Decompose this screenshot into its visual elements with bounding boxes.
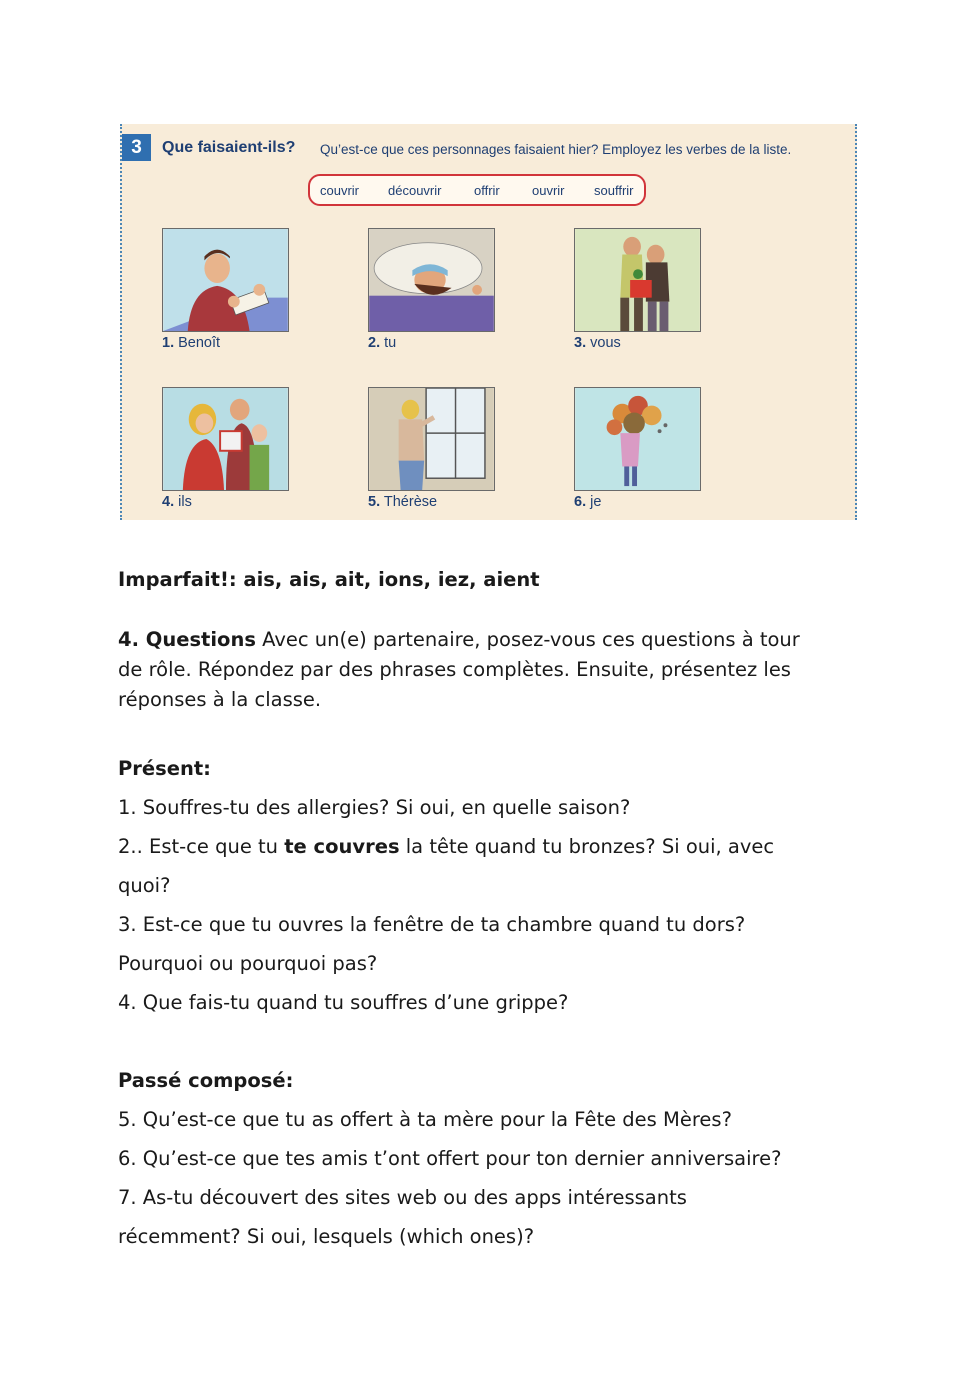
question-7-continued: récemment? Si oui, lesquels (which ones)? <box>118 1225 535 1248</box>
illustration-opening-window <box>368 387 495 491</box>
question-2-continued: quoi? <box>118 874 171 897</box>
passe-compose-heading: Passé composé: <box>118 1069 294 1092</box>
question-3-continued: Pourquoi ou pourquoi pas? <box>118 952 378 975</box>
caption-1: 1. Benoît <box>162 335 221 351</box>
question-2: 2.. Est-ce que tu te couvres la tête quand tu bronzes? Si oui, avec <box>118 835 775 858</box>
caption-3: 3. vous <box>574 335 621 351</box>
caption-4: 4. ils <box>162 494 192 510</box>
exercise-instruction: Qu’est-ce que ces personnages faisaient hier? Employez les verbes de la liste. <box>320 142 792 157</box>
illustration-gift-exchange <box>574 228 701 332</box>
verb-item: offrir <box>474 183 500 198</box>
caption-6: 6. je <box>574 494 602 510</box>
question-1: 1. Souffres-tu des allergies? Si oui, en quelle saison? <box>118 796 631 819</box>
questions-intro-line-1: 4. Questions Avec un(e) partenaire, posez-vous ces questions à tour <box>118 628 800 651</box>
illustration-sick-in-bed <box>368 228 495 332</box>
question-4: 4. Que fais-tu quand tu souffres d’une grippe? <box>118 991 569 1014</box>
bold-verb: te couvres <box>284 835 400 858</box>
question-3: 3. Est-ce que tu ouvres la fenêtre de ta chambre quand tu dors? <box>118 913 746 936</box>
verb-item: découvrir <box>388 183 442 198</box>
verb-item: ouvrir <box>532 183 565 198</box>
exercise-number: 3 <box>122 134 151 161</box>
illustration-benoit <box>162 228 289 332</box>
question-7: 7. As-tu découvert des sites web ou des apps intéressants <box>118 1186 687 1209</box>
imparfait-endings: Imparfait!: ais, ais, ait, ions, iez, aient <box>118 568 540 591</box>
illustration-flowers <box>574 387 701 491</box>
verb-item: couvrir <box>320 183 360 198</box>
exercise-title: Que faisaient-ils? <box>162 139 296 156</box>
caption-5: 5. Thérèse <box>368 494 438 510</box>
illustration-family-present <box>162 387 289 491</box>
present-heading: Présent: <box>118 757 211 780</box>
exercise-box <box>120 124 857 520</box>
questions-intro-line-3: réponses à la classe. <box>118 688 322 711</box>
question-5: 5. Qu’est-ce que tu as offert à ta mère pour la Fête des Mères? <box>118 1108 732 1131</box>
caption-2: 2. tu <box>368 335 397 351</box>
verb-item: souffrir <box>594 183 634 198</box>
question-6: 6. Qu’est-ce que tes amis t’ont offert pour ton dernier anniversaire? <box>118 1147 782 1170</box>
questions-heading: 4. Questions <box>118 628 256 651</box>
questions-intro-line-2: de rôle. Répondez par des phrases complètes. Ensuite, présentez les <box>118 658 791 681</box>
verb-list <box>308 174 646 206</box>
